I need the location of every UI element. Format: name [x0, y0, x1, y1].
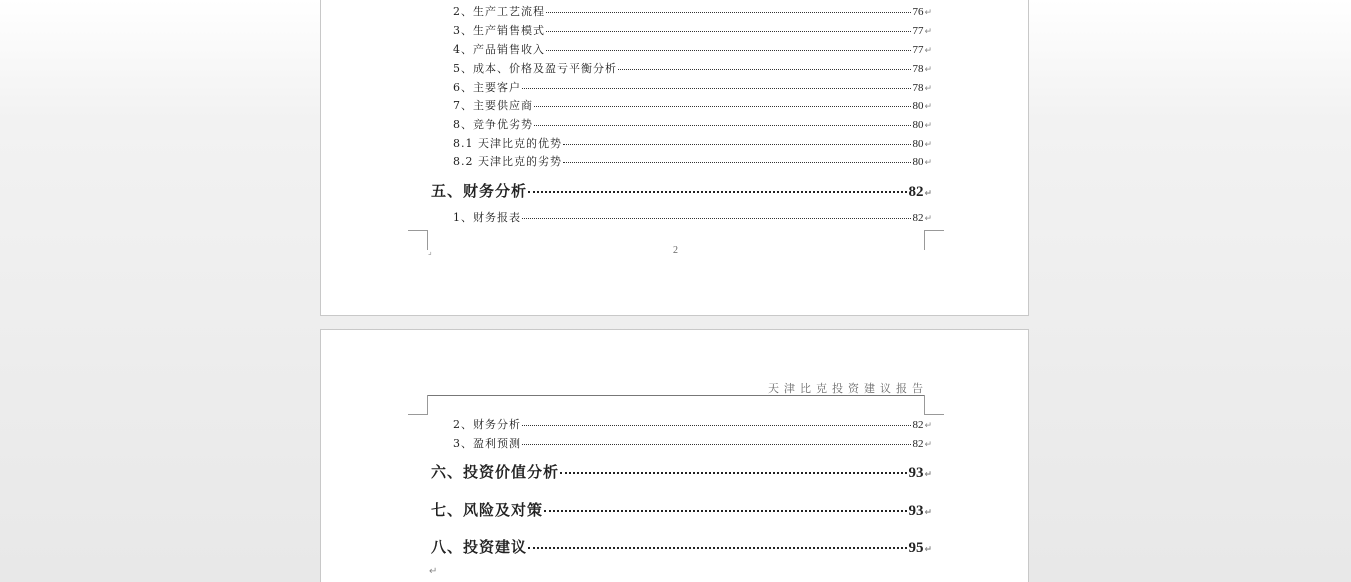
- toc-leader-dots: [546, 50, 911, 51]
- toc-entry[interactable]: [453, 155, 932, 169]
- toc-entry-page: 80: [912, 100, 924, 112]
- toc-entry-page: 80: [912, 119, 924, 131]
- toc-leader-dots: [560, 472, 907, 474]
- paragraph-mark-icon: ↵: [924, 214, 932, 224]
- paragraph-mark-icon: ↵: [924, 421, 932, 431]
- paragraph-mark-icon: ↵: [924, 46, 932, 56]
- toc-entry-page: 82: [912, 438, 924, 450]
- toc-entry-chapter[interactable]: [431, 181, 932, 201]
- toc-entry-page: 77: [912, 44, 924, 56]
- toc-leader-dots: [563, 144, 911, 145]
- page-number: 2: [673, 245, 678, 256]
- document-page-3: [320, 329, 1029, 582]
- toc-leader-dots: [546, 31, 911, 32]
- toc-entry-page: 80: [912, 156, 924, 168]
- toc-entry-title: 八、投资建议: [431, 538, 528, 556]
- toc-entry-page: 77: [912, 25, 924, 37]
- toc-entry-title: 6、主要客户: [453, 81, 521, 94]
- toc-entry-page: 93: [908, 465, 924, 481]
- paragraph-mark-icon: ↵: [924, 158, 932, 168]
- crop-mark-top-right: [924, 395, 944, 415]
- toc-entry-title: 2、生产工艺流程: [453, 5, 545, 18]
- toc-entry-title: 3、生产销售模式: [453, 24, 545, 37]
- toc-entry-page: 78: [912, 63, 924, 75]
- toc-entry-title: 5、成本、价格及盈亏平衡分析: [453, 62, 617, 75]
- paragraph-mark-icon: ↵: [924, 121, 932, 131]
- toc-entry-title: 七、风险及对策: [431, 501, 544, 519]
- toc-entry-title: 2、财务分析: [453, 418, 521, 431]
- toc-entry-chapter[interactable]: [431, 537, 932, 557]
- paragraph-mark-icon: ↵: [924, 545, 932, 555]
- toc-leader-dots: [534, 125, 911, 126]
- toc-entry-page: 78: [912, 82, 924, 94]
- paragraph-mark-icon: ↵: [924, 84, 932, 94]
- anchor-mark-icon: ⌟: [428, 247, 432, 256]
- toc-entry-page: 76: [912, 6, 924, 18]
- toc-entry-title: 8.1 天津比克的优势: [453, 137, 562, 150]
- toc-entry-chapter[interactable]: [431, 500, 932, 520]
- toc-entry-page: 95: [908, 540, 924, 556]
- toc-leader-dots: [528, 547, 907, 549]
- paragraph-mark-icon: ↵: [924, 470, 932, 480]
- paragraph-mark-icon: ↵: [924, 189, 932, 199]
- toc-entry-title: 3、盈利预测: [453, 437, 521, 450]
- toc-leader-dots: [522, 88, 911, 89]
- toc-leader-dots: [534, 106, 911, 107]
- paragraph-mark-icon: ↵: [924, 140, 932, 150]
- paragraph-mark-icon: ↵: [924, 440, 932, 450]
- crop-mark-top-left: [408, 395, 428, 415]
- toc-entry[interactable]: [453, 437, 932, 451]
- toc-entry-page: 82: [908, 184, 924, 200]
- toc-entry-title: 8.2 天津比克的劣势: [453, 155, 562, 168]
- toc-leader-dots: [563, 162, 911, 163]
- document-page-2: [320, 0, 1029, 316]
- toc-entry-page: 80: [912, 138, 924, 150]
- toc-entry[interactable]: [453, 5, 932, 19]
- toc-entry[interactable]: [453, 418, 932, 432]
- paragraph-mark-icon: ↵: [924, 27, 932, 37]
- toc-entry[interactable]: [453, 211, 932, 225]
- paragraph-mark-icon: ↵: [924, 65, 932, 75]
- toc-entry-page: 82: [912, 212, 924, 224]
- toc-entry[interactable]: [453, 62, 932, 76]
- toc-leader-dots: [522, 444, 911, 445]
- toc-entry[interactable]: [453, 81, 932, 95]
- header-rule: [428, 395, 925, 396]
- toc-leader-dots: [522, 218, 911, 219]
- toc-entry[interactable]: [453, 137, 932, 151]
- toc-leader-dots: [522, 425, 911, 426]
- toc-entry-title: 8、竞争优劣势: [453, 118, 533, 131]
- paragraph-mark-icon: ↵: [429, 566, 438, 577]
- toc-entry-title: 4、产品销售收入: [453, 43, 545, 56]
- toc-entry-title: 五、财务分析: [431, 182, 528, 200]
- toc-entry[interactable]: [453, 24, 932, 38]
- toc-entry[interactable]: [453, 118, 932, 132]
- toc-entry-page: 82: [912, 419, 924, 431]
- page-header-text: 天津比克投资建议报告: [768, 382, 928, 395]
- toc-entry-title: 六、投资价值分析: [431, 463, 560, 481]
- toc-entry-title: 1、财务报表: [453, 211, 521, 224]
- toc-entry-title: 7、主要供应商: [453, 99, 533, 112]
- paragraph-mark-icon: ↵: [924, 102, 932, 112]
- toc-leader-dots: [528, 191, 907, 193]
- toc-entry[interactable]: [453, 43, 932, 57]
- paragraph-mark-icon: ↵: [924, 8, 932, 18]
- toc-leader-dots: [546, 12, 911, 13]
- toc-leader-dots: [618, 69, 911, 70]
- toc-entry[interactable]: [453, 99, 932, 113]
- toc-entry-chapter[interactable]: [431, 462, 932, 482]
- paragraph-mark-icon: ↵: [924, 508, 932, 518]
- toc-entry-page: 93: [908, 503, 924, 519]
- toc-leader-dots: [544, 510, 907, 512]
